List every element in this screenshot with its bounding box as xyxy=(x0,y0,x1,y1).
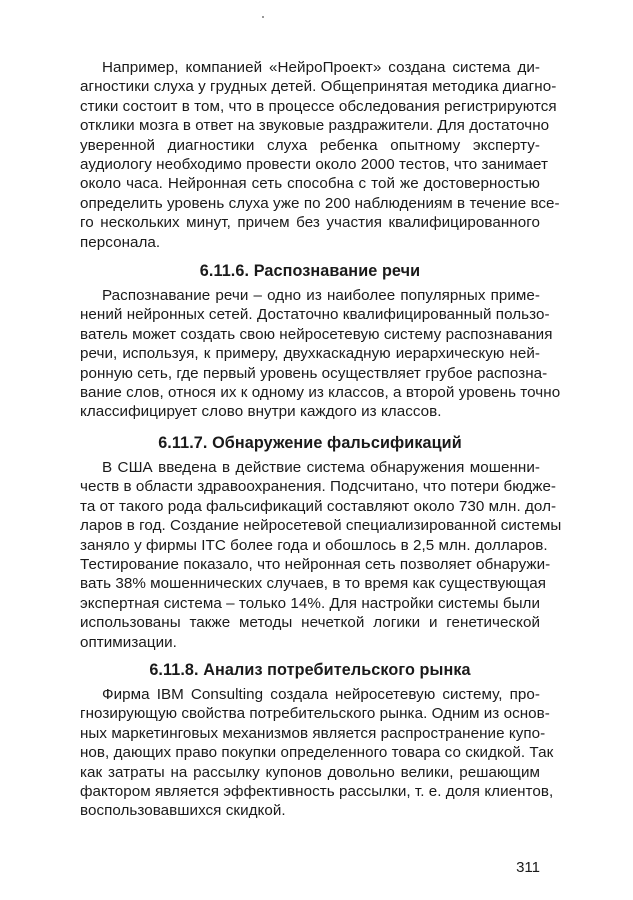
text-line: агностики слуха у грудных детей. Общепринятая методика диагно- xyxy=(80,78,557,96)
text-line: вание слов, относя их к одному из классов, а второй уровень точно xyxy=(80,384,561,402)
text-line: фактором является эффективность рассылки, т. е. доля клиентов, xyxy=(80,783,554,801)
section-heading-fraud-detection: 6.11.7. Обнаружение фальсификаций xyxy=(158,434,462,452)
text-line: гнозирующую свойства потребительского рынка. Одним из основ- xyxy=(80,705,550,723)
text-line: В США введена в действие система обнаружения мошенни- xyxy=(102,459,540,476)
section-heading-speech-recognition: 6.11.6. Распознавание речи xyxy=(199,262,421,280)
text-line: Распознавание речи – одно из наиболее популярных приме- xyxy=(102,287,540,304)
scan-speck xyxy=(262,16,264,18)
text-line: честв в области здравоохранения. Подсчитано, что потери бюдже- xyxy=(80,478,557,496)
text-line: ларов в год. Создание нейросетевой специализированной системы xyxy=(80,517,562,535)
text-line: около часа. Нейронная сеть способна с той же достоверностью xyxy=(80,175,540,193)
text-line: стики состоит в том, что в процессе обследования регистрируются xyxy=(80,97,557,115)
text-line: заняло у фирмы ITC более года и обошлось в 2,5 млн. долларов. xyxy=(80,536,548,554)
text-line: нений нейронных сетей. Достаточно квалифицированный пользо- xyxy=(80,306,550,324)
text-line: уверенной диагностики слуха ребенка опытному эксперту- xyxy=(80,136,540,154)
text-line: го нескольких минут, причем без участия квалифицированного xyxy=(80,214,540,232)
text-line: классифицирует слово внутри каждого из классов. xyxy=(80,403,442,421)
paragraph-fraud-detection xyxy=(80,458,562,652)
text-line: как затраты на рассылку купонов довольно велики, решающим xyxy=(80,763,540,781)
text-line: использованы также методы нечеткой логики и генетической xyxy=(80,614,540,632)
text-line: ных маркетинговых механизмов является распространение купо- xyxy=(80,724,546,742)
text-line: ватель может создать свою нейросетевую систему распознавания xyxy=(80,325,553,343)
section-heading-consumer-market: 6.11.8. Анализ потребительского рынка xyxy=(149,661,471,679)
text-line: та от такого рода фальсификаций составляют около 730 млн. дол- xyxy=(80,497,557,515)
text-line: Тестирование показало, что нейронная сеть позволяет обнаружи- xyxy=(80,556,551,574)
paragraph-consumer-market xyxy=(80,685,554,821)
page-number: 311 xyxy=(516,859,540,876)
text-line: Например, компанией «НейроПроект» создана система ди- xyxy=(102,59,540,76)
paragraph-hearing-diagnostics xyxy=(80,58,560,252)
text-line: Фирма IBM Consulting создала нейросетевую систему, про- xyxy=(102,686,540,703)
text-line: аудиологу необходимо провести около 2000 тестов, что занимает xyxy=(80,156,548,174)
text-line: нов, дающих право покупки определенного товара со скидкой. Так xyxy=(80,744,554,762)
text-line: отклики мозга в ответ на звуковые раздражители. Для достаточно xyxy=(80,117,550,135)
text-line: экспертная система – только 14%. Для настройки системы были xyxy=(80,594,540,612)
text-line: определить уровень слуха уже по 200 наблюдениям в течение все- xyxy=(80,194,560,212)
text-line: воспользовавшихся скидкой. xyxy=(80,802,286,820)
text-line: ронную сеть, где первый уровень осуществляет грубое распозна- xyxy=(80,364,548,382)
text-line: вать 38% мошеннических случаев, в то время как существующая xyxy=(80,575,546,593)
paragraph-speech-recognition xyxy=(80,286,561,422)
text-line: оптимизации. xyxy=(80,633,177,651)
text-line: персонала. xyxy=(80,233,161,251)
text-line: речи, используя, к примеру, двухкаскадную иерархическую ней- xyxy=(80,345,540,363)
